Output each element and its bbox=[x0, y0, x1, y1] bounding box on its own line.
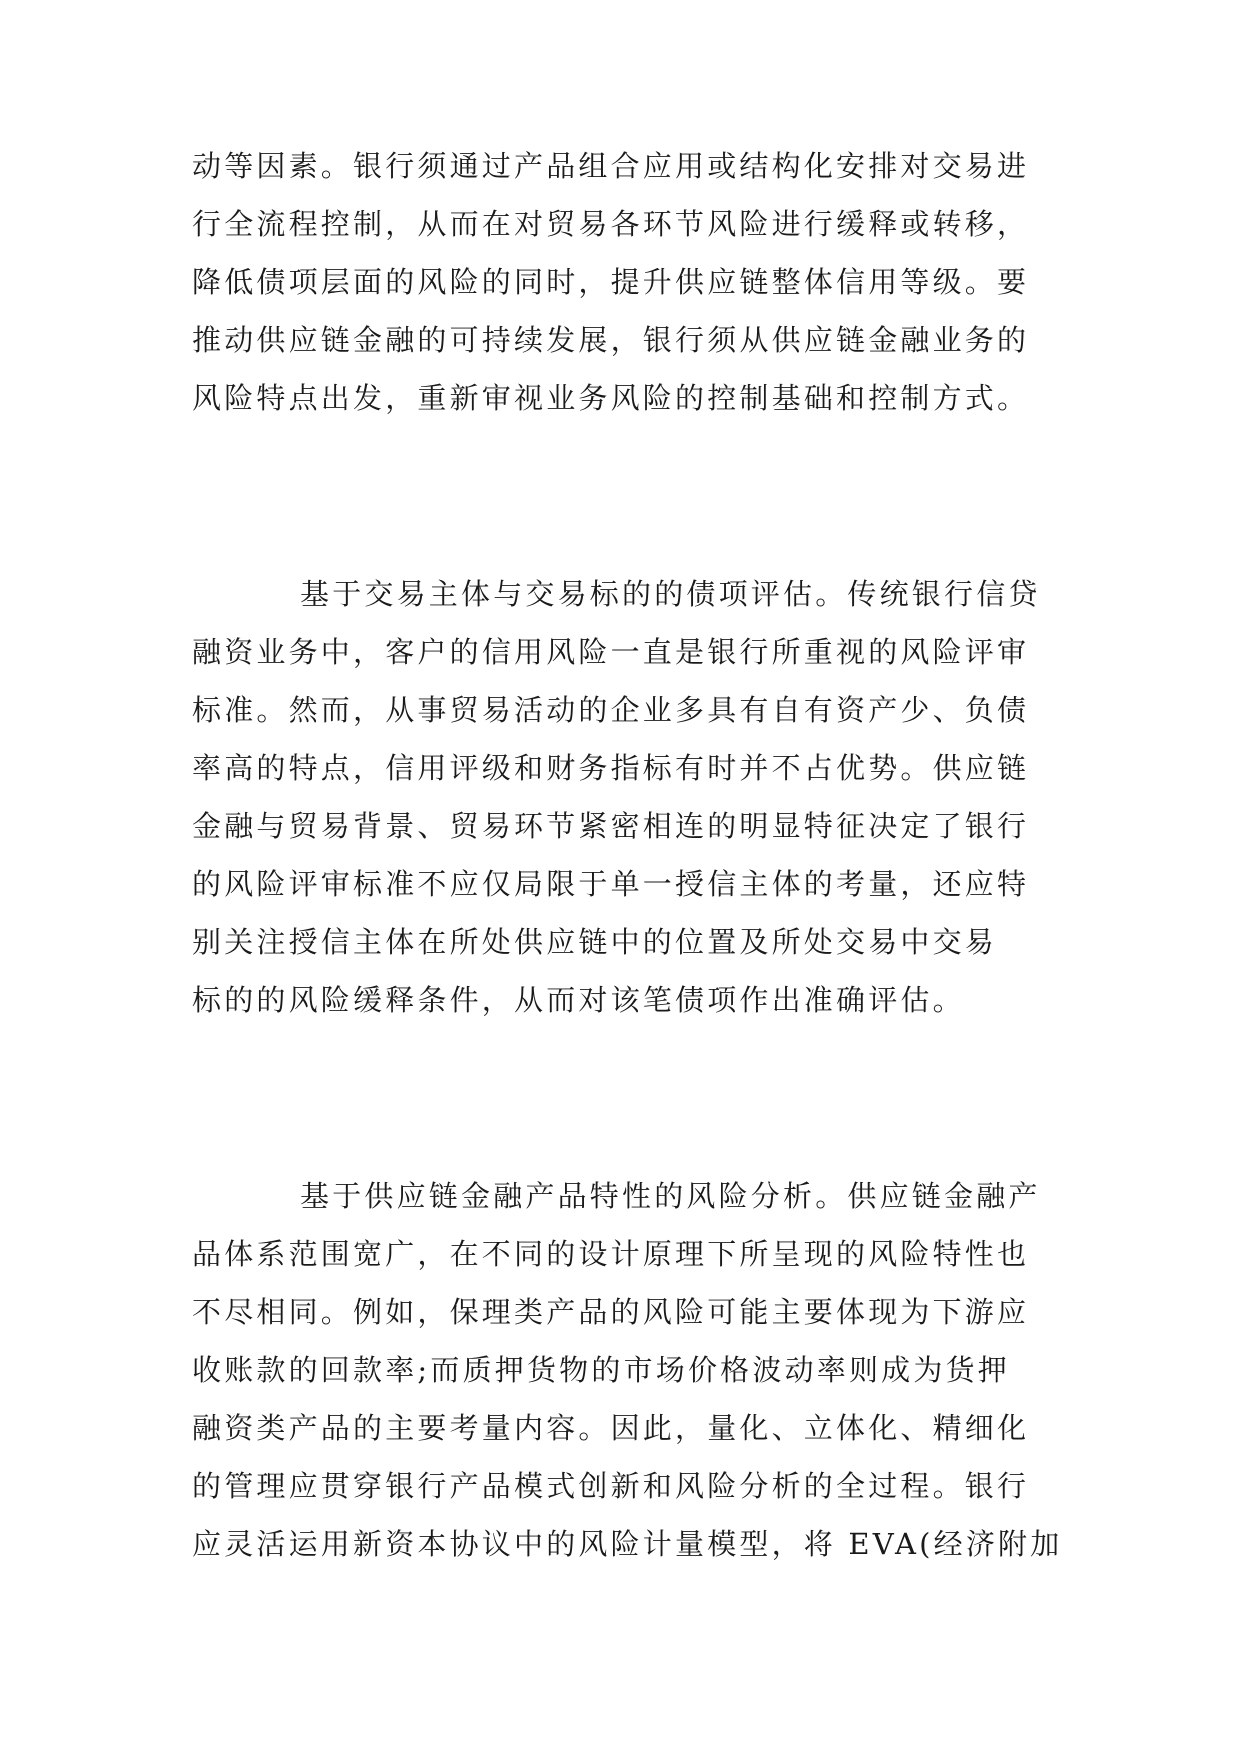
text-line: 的管理应贯穿银行产品模式创新和风险分析的全过程。银行 bbox=[192, 1469, 1030, 1503]
text-line: 基于供应链金融产品特性的风险分析。供应链金融产 bbox=[300, 1179, 1041, 1213]
text-line: 别关注授信主体在所处供应链中的位置及所处交易中交易 bbox=[192, 925, 998, 959]
text-line: 动等因素。银行须通过产品组合应用或结构化安排对交易进 bbox=[192, 149, 1030, 183]
text-line: 标准。然而，从事贸易活动的企业多具有自有资产少、负债 bbox=[192, 693, 1030, 727]
text-line: 率高的特点，信用评级和财务指标有时并不占优势。供应链 bbox=[192, 751, 1030, 785]
text-line: 融资类产品的主要考量内容。因此，量化、立体化、精细化 bbox=[192, 1411, 1030, 1445]
text-line: 降低债项层面的风险的同时，提升供应链整体信用等级。要 bbox=[192, 265, 1030, 299]
text-line: 风险特点出发，重新审视业务风险的控制基础和控制方式。 bbox=[192, 381, 1030, 415]
text-line: 金融与贸易背景、贸易环节紧密相连的明显特征决定了银行 bbox=[192, 809, 1030, 843]
text-line: 行全流程控制，从而在对贸易各环节风险进行缓释或转移， bbox=[192, 207, 1030, 241]
text-line: 品体系范围宽广，在不同的设计原理下所呈现的风险特性也 bbox=[192, 1237, 1030, 1271]
text-line: 应灵活运用新资本协议中的风险计量模型，将 EVA(经济附加 bbox=[192, 1527, 1063, 1561]
text-line: 收账款的回款率;而质押货物的市场价格波动率则成为货押 bbox=[192, 1353, 1010, 1387]
text-line: 不尽相同。例如，保理类产品的风险可能主要体现为下游应 bbox=[192, 1295, 1030, 1329]
text-line: 融资业务中，客户的信用风险一直是银行所重视的风险评审 bbox=[192, 635, 1030, 669]
text-line: 基于交易主体与交易标的的债项评估。传统银行信贷 bbox=[300, 577, 1041, 611]
text-line: 推动供应链金融的可持续发展，银行须从供应链金融业务的 bbox=[192, 323, 1030, 357]
text-line: 的风险评审标准不应仅局限于单一授信主体的考量，还应特 bbox=[192, 867, 1030, 901]
text-line: 标的的风险缓释条件，从而对该笔债项作出准确评估。 bbox=[192, 983, 965, 1017]
